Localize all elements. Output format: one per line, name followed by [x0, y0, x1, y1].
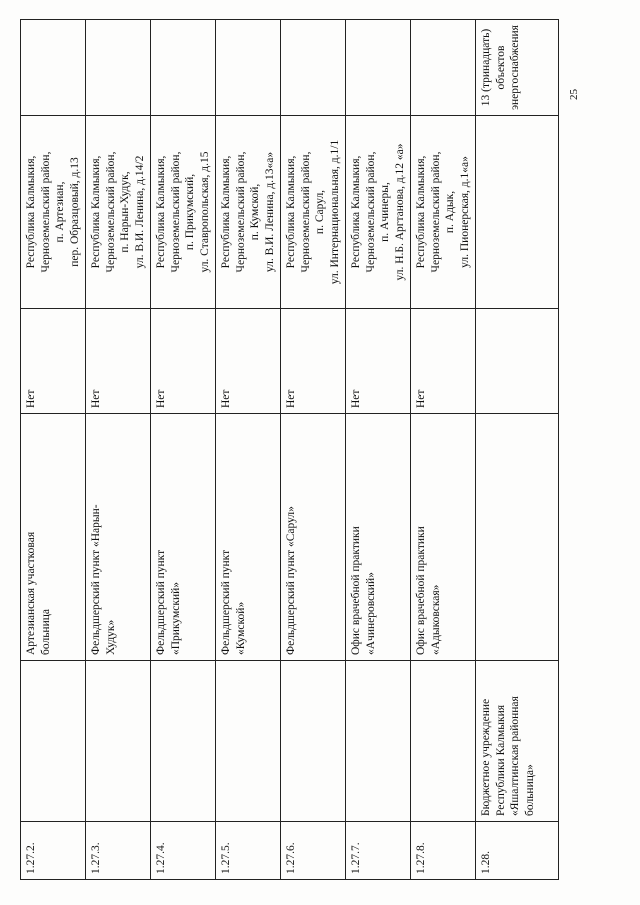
cell-line: Республика Калмыкия, — [350, 155, 362, 269]
object-name-cell — [151, 414, 216, 661]
cell-line: больница — [39, 609, 52, 655]
facilities-table — [20, 19, 559, 880]
object-count-cell — [151, 20, 216, 116]
object-name-cell — [21, 414, 86, 661]
address-cell — [411, 116, 476, 309]
cell-line: Черноземельский район, — [169, 151, 182, 273]
rotated-content — [20, 20, 612, 880]
object-name-cell — [216, 414, 281, 661]
cell-line: Худук» — [104, 619, 117, 655]
address-cell — [151, 116, 216, 309]
flag-cell: Нет — [151, 309, 216, 414]
row-number-cell: 1.27.2. — [21, 822, 86, 880]
organization-cell — [476, 661, 559, 822]
organization-cell — [216, 661, 281, 822]
cell-line: Черноземельский район, — [234, 151, 247, 273]
cell-line: ул. Пионерская, д.1«а» — [458, 156, 471, 268]
object-name-cell — [411, 414, 476, 661]
row-number-cell: 1.27.3. — [86, 822, 151, 880]
address-cell — [86, 116, 151, 309]
cell-line: ул. Ставропольская, д.15 — [198, 151, 211, 273]
flag-cell: Нет — [411, 309, 476, 414]
table-row — [151, 20, 216, 880]
cell-line: ул. В.И. Ленина, д.14/2 — [133, 155, 146, 269]
flag-cell: Нет — [86, 309, 151, 414]
cell-line: Черноземельский район, — [429, 151, 442, 273]
object-name-cell — [476, 414, 559, 661]
cell-line: Республики Калмыкия — [494, 704, 507, 816]
cell-line: Бюджетное учреждение — [480, 698, 492, 816]
cell-line: ул. Интернациональная, д.1/1 — [328, 139, 341, 285]
cell-line: энергоснабжения — [509, 25, 521, 110]
cell-line: «Адыковская» — [429, 584, 442, 655]
table-row — [476, 20, 559, 880]
organization-cell — [151, 661, 216, 822]
object-name-cell — [346, 414, 411, 661]
cell-line: Республика Калмыкия, — [415, 155, 427, 269]
cell-line: «Прикумский» — [169, 581, 182, 655]
cell-line: п. Прикумский, — [184, 173, 196, 251]
object-count-cell — [476, 20, 559, 116]
cell-line: пер. Образцовый, д.13 — [68, 157, 81, 267]
cell-line: «Яшалтинская районная — [509, 696, 521, 816]
cell-line: Фельдшерский пункт — [220, 549, 232, 655]
address-cell — [21, 116, 86, 309]
cell-line: ул. В.И. Ленина, д.13«а» — [263, 151, 276, 273]
cell-line: п. Адык, — [444, 190, 456, 234]
table-row — [86, 20, 151, 880]
cell-line: Артезианская участковая — [25, 531, 37, 655]
cell-line: Черноземельский район, — [39, 151, 52, 273]
cell-line: п. Нарын-Худук, — [119, 171, 131, 253]
table-body — [21, 20, 559, 880]
table-row — [281, 20, 346, 880]
cell-line: п. Кумской, — [249, 183, 261, 241]
row-number-cell: 1.27.5. — [216, 822, 281, 880]
flag-cell — [476, 309, 559, 414]
cell-line: Республика Калмыкия, — [25, 155, 37, 269]
cell-line: Фельдшерский пункт «Нарын- — [90, 504, 102, 655]
flag-cell: Нет — [216, 309, 281, 414]
object-count-cell — [21, 20, 86, 116]
organization-cell — [346, 661, 411, 822]
cell-line: 13 (тринадцать) — [480, 28, 492, 107]
cell-line: Черноземельский район, — [104, 151, 117, 273]
cell-line: «Ачинеровский» — [364, 572, 377, 655]
cell-line: п. Сарул, — [314, 189, 326, 235]
cell-line: Офис врачебной практики — [415, 526, 427, 655]
flag-cell: Нет — [281, 309, 346, 414]
address-cell — [476, 116, 559, 309]
address-cell — [346, 116, 411, 309]
row-number-cell: 1.27.8. — [411, 822, 476, 880]
row-number-cell: 1.27.6. — [281, 822, 346, 880]
page-number: 25 — [568, 89, 580, 100]
table-row — [411, 20, 476, 880]
table-row — [346, 20, 411, 880]
cell-line: объектов — [494, 45, 507, 90]
cell-line: Фельдшерский пункт — [155, 549, 167, 655]
address-cell — [281, 116, 346, 309]
cell-line: Республика Калмыкия, — [220, 155, 232, 269]
object-count-cell — [411, 20, 476, 116]
object-count-cell — [216, 20, 281, 116]
cell-line: «Кумской» — [234, 601, 247, 655]
cell-line: Черноземельский район, — [364, 151, 377, 273]
object-count-cell — [281, 20, 346, 116]
row-number-cell: 1.28. — [476, 822, 559, 880]
cell-line: Офис врачебной практики — [350, 526, 362, 655]
table-row — [21, 20, 86, 880]
cell-line: Республика Калмыкия, — [285, 155, 297, 269]
organization-cell — [21, 661, 86, 822]
object-name-cell — [86, 414, 151, 661]
cell-line: Республика Калмыкия, — [90, 155, 102, 269]
organization-cell — [411, 661, 476, 822]
object-count-cell — [346, 20, 411, 116]
cell-line: Черноземельский район, — [299, 151, 312, 273]
cell-line: п. Артезиан, — [54, 181, 66, 243]
organization-cell — [86, 661, 151, 822]
object-name-cell — [281, 414, 346, 661]
row-number-cell: 1.27.7. — [346, 822, 411, 880]
cell-line: Республика Калмыкия, — [155, 155, 167, 269]
address-cell — [216, 116, 281, 309]
row-number-cell: 1.27.4. — [151, 822, 216, 880]
cell-line: больница» — [523, 764, 536, 816]
object-count-cell — [86, 20, 151, 116]
cell-line: ул. Н.Б. Аргтанова, д.12 «а» — [393, 143, 406, 281]
cell-line: Фельдшерский пункт «Сарул» — [285, 506, 297, 655]
organization-cell — [281, 661, 346, 822]
flag-cell: Нет — [346, 309, 411, 414]
cell-line: п. Ачинеры, — [379, 182, 391, 242]
table-row — [216, 20, 281, 880]
flag-cell: Нет — [21, 309, 86, 414]
